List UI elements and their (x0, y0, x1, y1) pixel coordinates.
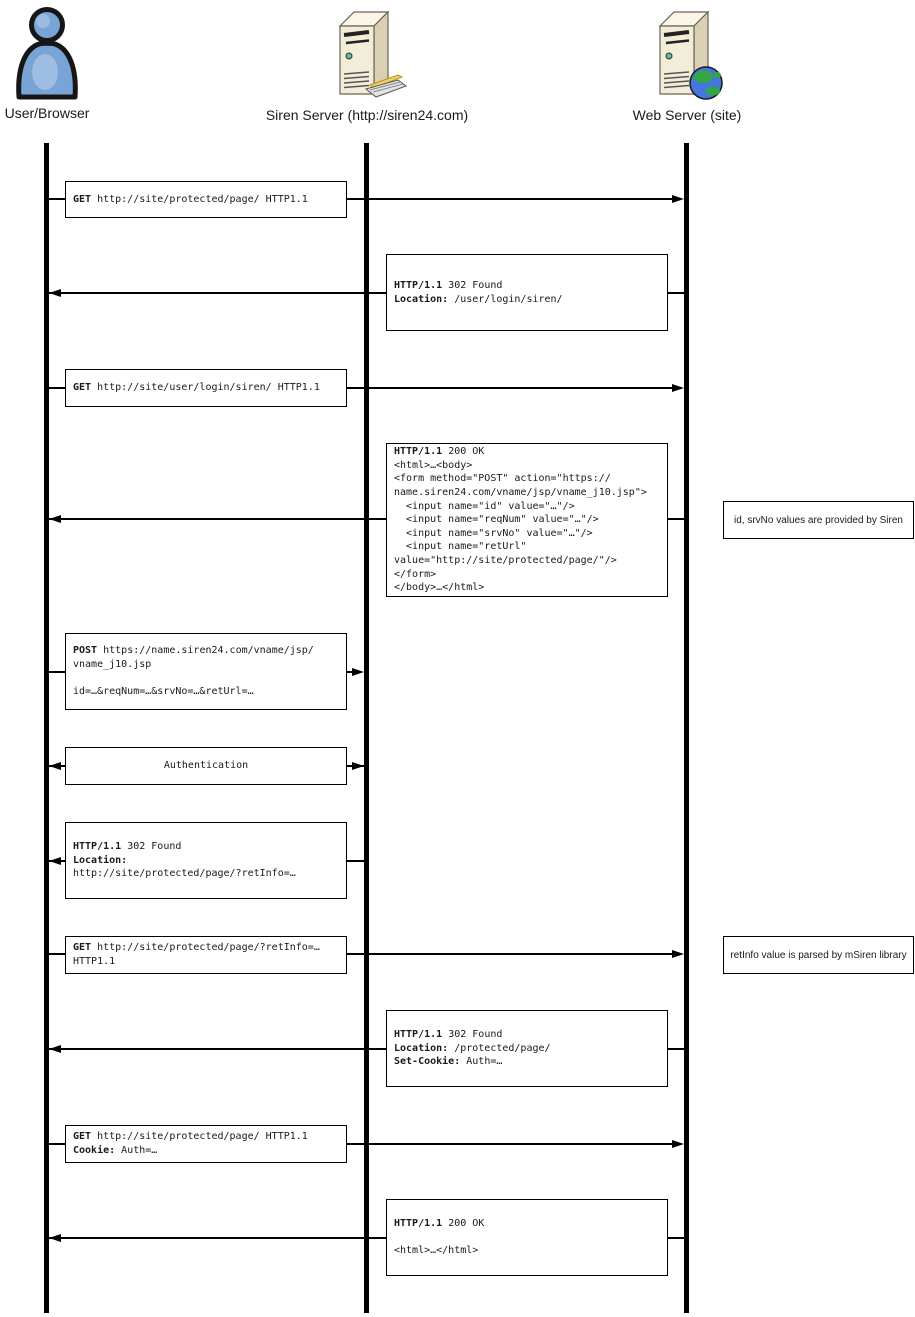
request-post-siren-auth-box (65, 633, 347, 710)
message-text-bold: Set-Cookie: (394, 1056, 461, 1068)
response-200-login-form-box (386, 443, 668, 597)
message-text: value="http://site/protected/page/"/> (394, 554, 617, 566)
message-line (73, 941, 339, 955)
response-302-set-cookie-box (386, 1010, 668, 1087)
message-line (73, 381, 339, 395)
message-text: 302 Found (121, 841, 182, 853)
message-line (73, 840, 339, 854)
message-line (394, 472, 660, 486)
message-line (394, 1028, 660, 1042)
message-text: vname_j10.jsp (73, 658, 152, 670)
actor-web-server (567, 4, 807, 123)
lifeline-user-browser (44, 143, 49, 1313)
message-line (394, 293, 660, 307)
arrow-head-right-6 (352, 762, 364, 770)
message-line (394, 500, 660, 514)
message-text: 302 Found (442, 1029, 503, 1041)
message-text (73, 673, 79, 684)
message-text: <input name="retUrl" (394, 541, 527, 553)
message-text-bold: HTTP/1.1 (394, 1218, 443, 1230)
lifeline-web-server (684, 143, 689, 1313)
arrow-head-right-8 (672, 950, 684, 958)
response-200-html-box (386, 1199, 668, 1276)
message-text: http://site/protected/page/?retInfo=… (73, 868, 296, 880)
message-text: https://name.siren24.com/vname/jsp/ (97, 645, 314, 657)
message-text-bold: GET (73, 1131, 92, 1143)
request-login-siren-box (65, 369, 347, 407)
message-text: name.siren24.com/vname/jsp/vname_j10.jsp"> (394, 487, 647, 499)
authentication-exchange-box (65, 747, 347, 785)
message-text: <html>…</html> (394, 1245, 479, 1257)
message-line (394, 581, 660, 595)
message-line (73, 1144, 339, 1158)
message-text: <input name="id" value="…"/> (394, 500, 575, 512)
message-line (394, 527, 660, 541)
message-line (73, 759, 339, 773)
arrow-head-left-9 (49, 1045, 61, 1053)
response-302-login-siren-box (386, 254, 668, 331)
actor-user-browser (0, 4, 167, 121)
note-text: retInfo value is parsed by mSiren library (730, 949, 907, 961)
message-text-bold: HTTP/1.1 (394, 1029, 443, 1041)
message-line (73, 658, 339, 672)
arrow-head-left-7 (49, 857, 61, 865)
message-text: Authentication (163, 760, 249, 772)
server-globe-icon (646, 4, 728, 103)
message-text-bold: GET (73, 942, 92, 954)
message-text: Auth=… (115, 1145, 158, 1156)
request-protected-page-box (65, 181, 347, 218)
lifeline-siren-server (364, 143, 369, 1313)
message-line (73, 1130, 339, 1144)
message-text-bold: POST (73, 645, 98, 657)
message-text-bold: GET (73, 382, 92, 394)
message-text: http://site/protected/page/ HTTP1.1 (91, 193, 308, 205)
actor-label-web-server: Web Server (site) (632, 107, 742, 123)
message-text-bold: Location: (394, 1042, 449, 1054)
message-text (394, 1232, 400, 1243)
message-text: http://site/user/login/siren/ HTTP1.1 (91, 382, 320, 394)
response-302-retinfo-box (65, 822, 347, 899)
message-text: </form> (394, 568, 437, 580)
message-text: http://site/protected/page/?retInfo=… (91, 942, 320, 954)
person-icon (14, 4, 80, 101)
message-text: 200 OK (442, 446, 485, 458)
message-line (394, 1055, 660, 1069)
message-text-bold: Location: (394, 293, 449, 305)
message-text: 200 OK (442, 1218, 485, 1230)
note-retinfo (723, 936, 914, 974)
message-text-bold: Location: (73, 854, 128, 866)
message-line (73, 854, 339, 868)
message-line (73, 685, 339, 699)
actor-label-user-browser: User/Browser (4, 105, 90, 121)
arrow-head-right-1 (672, 195, 684, 203)
message-text-bold: HTTP/1.1 (73, 841, 122, 853)
message-text: id=…&reqNum=…&srvNo=…&retUrl=… (73, 686, 254, 698)
message-text-bold: HTTP/1.1 (394, 446, 443, 458)
request-protected-page-retinfo-box (65, 936, 347, 974)
message-text: Auth=… (460, 1056, 503, 1068)
arrow-head-right-10 (672, 1140, 684, 1148)
arrow-head-left-4 (49, 515, 61, 523)
actor-siren-server (247, 4, 487, 123)
message-line (394, 459, 660, 473)
message-text-bold: HTTP/1.1 (394, 279, 443, 291)
message-line (73, 955, 339, 969)
message-text: /protected/page/ (448, 1042, 551, 1054)
message-line (394, 1217, 660, 1231)
message-line (394, 554, 660, 568)
message-line (394, 1231, 660, 1245)
request-protected-page-cookie-box (65, 1125, 347, 1163)
message-line (394, 568, 660, 582)
message-text: /user/login/siren/ (448, 293, 563, 305)
message-text: http://site/protected/page/ HTTP1.1 (91, 1131, 308, 1143)
arrow-head-left-6 (49, 762, 61, 770)
message-text-bold: GET (73, 193, 92, 205)
message-line (394, 279, 660, 293)
server-keyboard-icon (326, 4, 408, 103)
message-text: <html>…<body> (394, 459, 473, 471)
message-line (394, 540, 660, 554)
arrow-head-left-2 (49, 289, 61, 297)
message-line (73, 193, 339, 207)
message-text: <input name="srvNo" value="…"/> (394, 527, 593, 539)
note-text: id, srvNo values are provided by Siren (734, 514, 903, 526)
actor-label-siren-server: Siren Server (http://siren24.com) (265, 107, 469, 123)
message-text: HTTP1.1 (73, 956, 116, 967)
message-line (394, 486, 660, 500)
message-line (73, 867, 339, 881)
note-id-srvno (723, 501, 914, 539)
message-line (394, 513, 660, 527)
message-text: </body>…</html> (394, 582, 485, 594)
message-line (394, 1042, 660, 1056)
arrow-head-right-5 (352, 668, 364, 676)
arrow-head-left-11 (49, 1234, 61, 1242)
message-text: <input name="reqNum" value="…"/> (394, 514, 599, 526)
message-text-bold: Cookie: (73, 1145, 116, 1156)
message-text: <form method="POST" action="https:// (394, 473, 611, 485)
message-line (394, 445, 660, 459)
message-text: 302 Found (442, 279, 503, 291)
arrow-head-right-3 (672, 384, 684, 392)
message-line (73, 672, 339, 686)
message-line (394, 1244, 660, 1258)
message-line (73, 644, 339, 658)
